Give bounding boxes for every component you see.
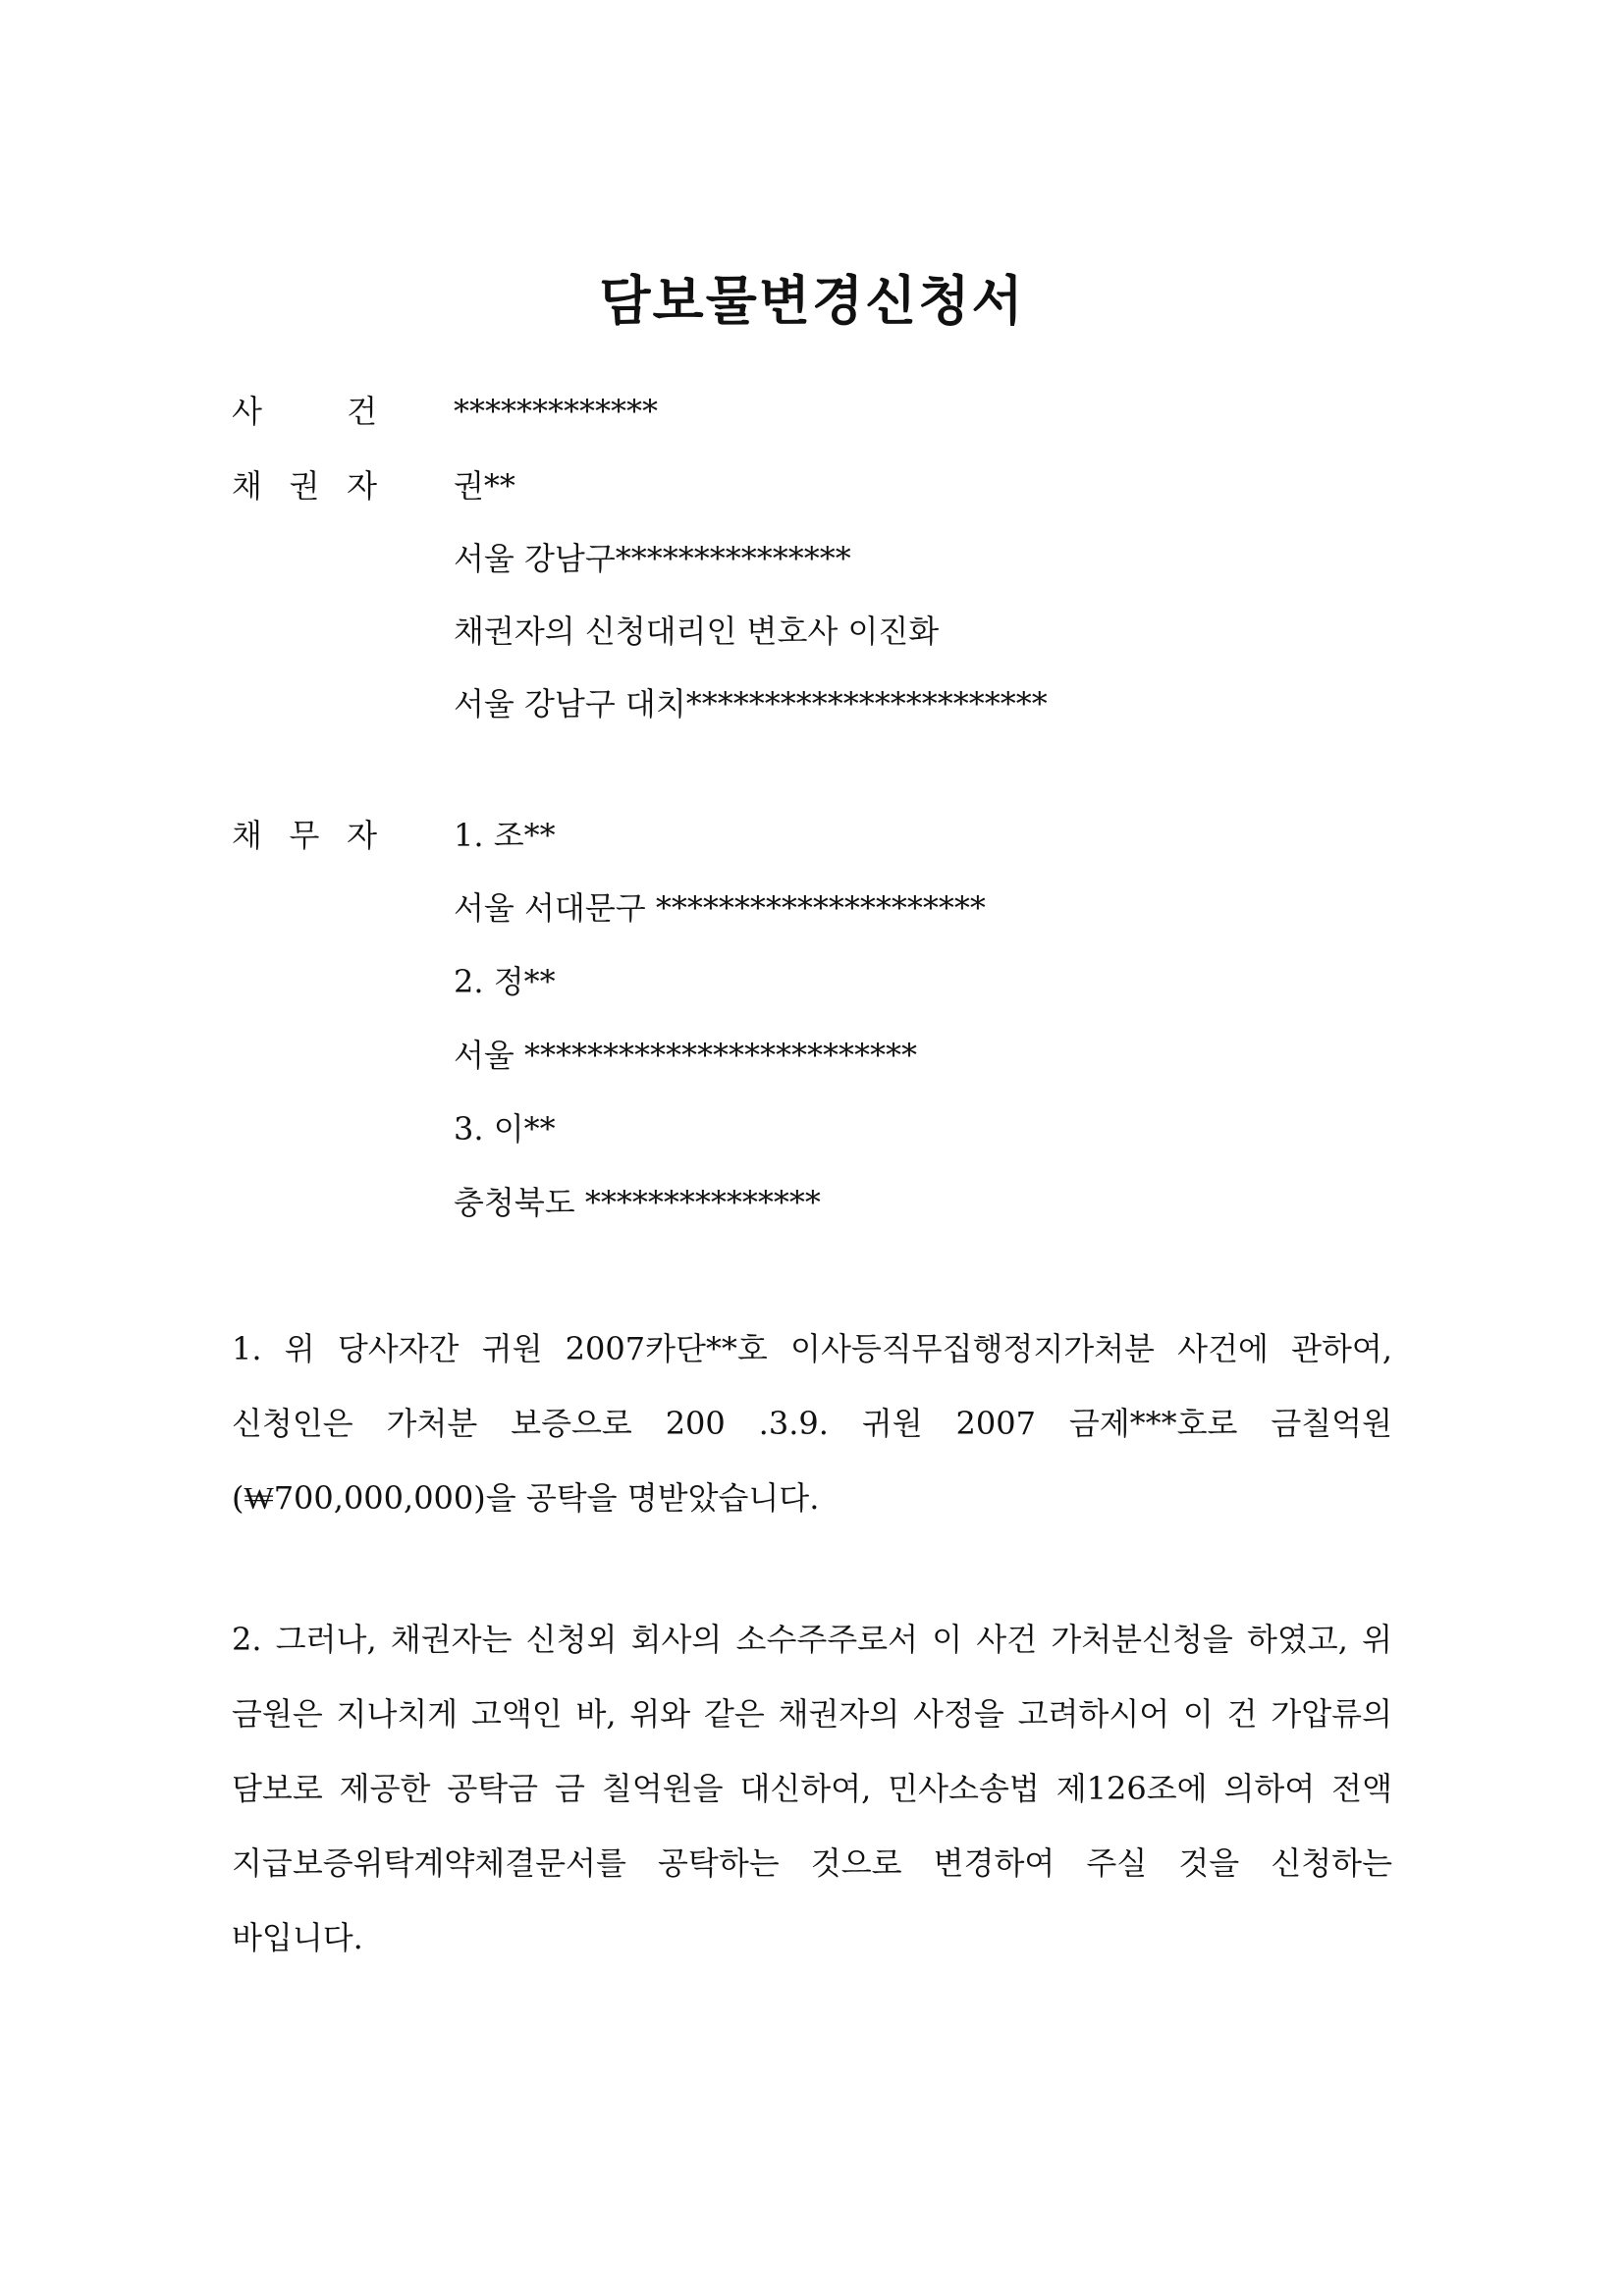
debtor-1-address: 서울 서대문구 ********************* [454, 889, 986, 927]
debtor-2-name: 2. 정** [454, 963, 556, 1000]
debtor-label [232, 811, 438, 860]
debtor-label-char: 채 [232, 817, 262, 854]
debtor-3-name: 3. 이** [454, 1110, 556, 1148]
creditor-address: 서울 강남구*************** [454, 540, 851, 577]
case-number: ************* [454, 393, 658, 430]
case-label-char: 건 [347, 393, 377, 430]
creditor-agent-address: 서울 강남구 대치*********************** [454, 685, 1048, 722]
creditor-label-char: 자 [347, 467, 377, 505]
creditor-agent: 채권자의 신청대리인 변호사 이진화 [454, 613, 940, 650]
debtor-2-address: 서울 ************************* [454, 1037, 917, 1074]
debtor-1-name: 1. 조** [454, 817, 556, 854]
debtor-3-address: 충청북도 *************** [454, 1184, 821, 1221]
creditor-label [232, 461, 438, 510]
creditor-name: 권** [454, 467, 515, 505]
creditor-label-char: 채 [232, 467, 262, 505]
debtor-label-char: 자 [347, 817, 377, 854]
document-title: 담보물변경신청서 [599, 270, 1025, 332]
body-paragraph-1: 1. 위 당사자간 귀원 2007카단**호 이사등직무집행정지가처분 사건에 관하여, 신청인은 가처분 보증으로 200 .3.9. 귀원 2007 금제***호로 금칠억원(₩700,000,000)을 공탁을 명받았습니다. [232, 1330, 1392, 1517]
creditor-label-char: 권 [289, 467, 320, 505]
case-label [232, 387, 438, 436]
debtor-label-char: 무 [289, 817, 320, 854]
case-label-char: 사 [232, 393, 262, 430]
body-paragraph-2: 2. 그러나, 채권자는 신청외 회사의 소수주주로서 이 사건 가처분신청을 하였고, 위 금원은 지나치게 고액인 바, 위와 같은 채권자의 사정을 고려하시어 이 건 가압류의 담보로 제공한 공탁금 금 칠억원을 대신하여, 민사소송법 제126조에 의하여 전액 지급보증위탁계약체결문서를 공탁하는 것으로 변경하여 주실 것을 신청하는 바입니다. [232, 1621, 1392, 1956]
